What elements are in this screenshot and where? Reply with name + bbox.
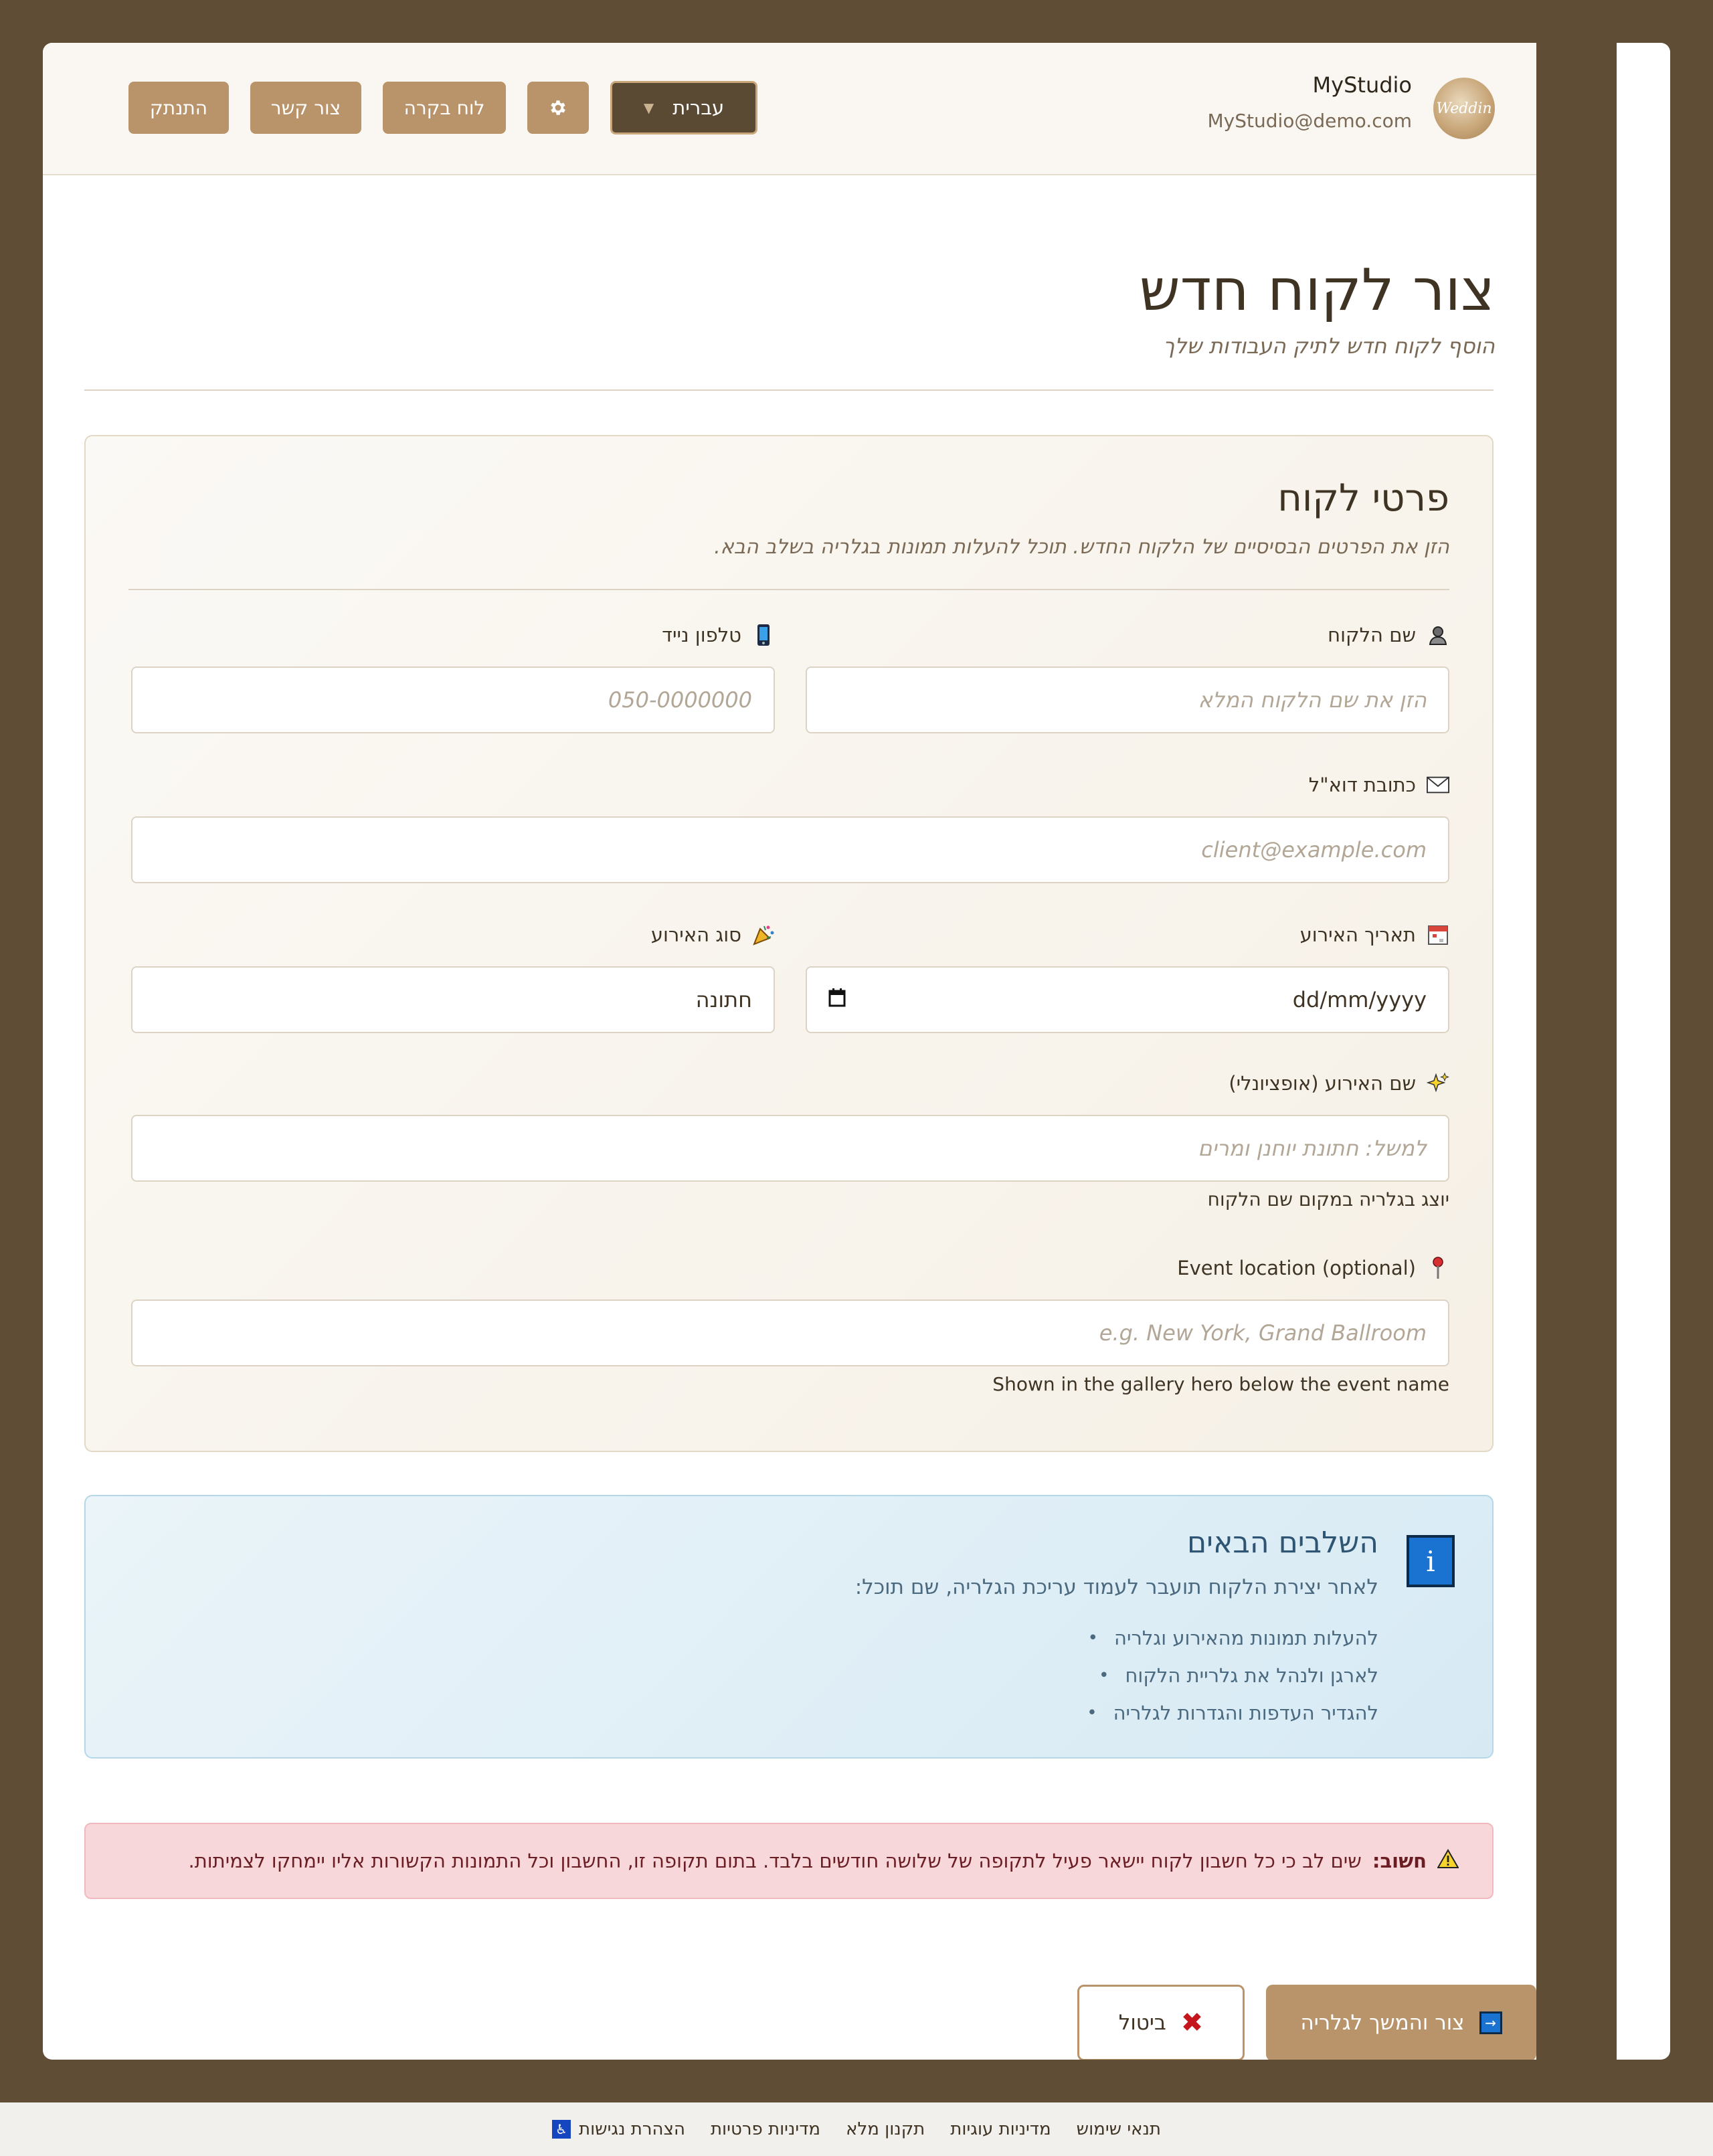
contact-button[interactable]: צור קשר bbox=[250, 82, 361, 134]
warning-alert bbox=[84, 1823, 1494, 1899]
studio-name: MyStudio bbox=[1312, 72, 1412, 98]
event-name-label bbox=[1229, 1072, 1449, 1095]
dashboard-button[interactable]: לוח בקרה bbox=[383, 82, 506, 134]
phone-input[interactable] bbox=[131, 666, 775, 733]
event-name-help: יוצג בגלריה במקום שם הלקוח bbox=[1207, 1188, 1449, 1210]
avatar[interactable] bbox=[1433, 78, 1495, 139]
map-pin-icon bbox=[1427, 1257, 1449, 1279]
footer-link-privacy[interactable]: מדיניות פרטיות bbox=[710, 2119, 821, 2139]
phone-label bbox=[662, 624, 775, 646]
sparkles-icon bbox=[1427, 1072, 1449, 1095]
event-name-input[interactable] bbox=[131, 1115, 1449, 1182]
event-type-label-text: סוג האירוע bbox=[650, 923, 741, 946]
list-item: לארגן ולנהל את גלריית הלקוח • bbox=[1087, 1657, 1378, 1694]
envelope-icon bbox=[1427, 774, 1449, 796]
divider bbox=[84, 389, 1494, 391]
close-icon: ✖ bbox=[1180, 2007, 1204, 2038]
main-content bbox=[43, 43, 1536, 2060]
phone-label-text: טלפון נייד bbox=[662, 624, 741, 646]
email-placeholder: client@example.com bbox=[1201, 837, 1427, 863]
list-item: להגדיר העדפות והגדרות לגלריה • bbox=[1087, 1694, 1378, 1732]
avatar-text: Weddin bbox=[1436, 100, 1492, 117]
mobile-phone-icon bbox=[752, 624, 775, 646]
client-name-input[interactable] bbox=[806, 666, 1449, 733]
footer bbox=[0, 2102, 1713, 2156]
event-location-help: Shown in the gallery hero below the event name bbox=[992, 1373, 1449, 1395]
accessibility-label: הצהרת נגישות bbox=[579, 2119, 685, 2139]
phone-placeholder: 050-0000000 bbox=[608, 687, 752, 713]
list-item: להעלות תמונות מהאירוע וגלריה • bbox=[1087, 1619, 1378, 1657]
accessibility-icon: ♿ bbox=[552, 2120, 571, 2139]
language-label: עברית bbox=[672, 96, 725, 119]
event-location-label-text: Event location (optional) bbox=[1177, 1257, 1416, 1279]
client-name-placeholder: הזן את שם הלקוח המלא bbox=[1198, 687, 1427, 713]
event-date-label-text: תאריך האירוע bbox=[1299, 923, 1416, 946]
gear-icon bbox=[548, 98, 568, 118]
panel-subtitle: הזן את הפרטים הבסיסיים של הלקוח החדש. תוכל להעלות תמונות בגלריה בשלב הבא. bbox=[714, 535, 1449, 559]
footer-link-cookies[interactable]: מדיניות עוגיות bbox=[950, 2119, 1051, 2139]
event-type-select[interactable] bbox=[131, 966, 775, 1033]
event-name-label-text: שם האירוע (אופציונלי) bbox=[1229, 1072, 1416, 1095]
event-location-label bbox=[1177, 1257, 1449, 1279]
cancel-button[interactable] bbox=[1077, 1985, 1245, 2060]
page-title: צור לקוח חדש bbox=[1139, 257, 1495, 324]
event-type-label bbox=[651, 923, 775, 946]
logout-button[interactable]: התנתק bbox=[128, 82, 229, 134]
next-steps-list bbox=[1087, 1619, 1378, 1732]
person-icon bbox=[1427, 624, 1449, 646]
email-input[interactable] bbox=[131, 816, 1449, 883]
warning-strong: חשוב: bbox=[1372, 1850, 1427, 1872]
header bbox=[43, 43, 1536, 175]
event-date-label bbox=[1300, 923, 1449, 946]
next-steps-box bbox=[84, 1495, 1494, 1759]
client-name-label bbox=[1328, 624, 1449, 646]
footer-link-regulations[interactable]: תקנון מלא bbox=[846, 2119, 925, 2139]
next-steps-title: השלבים הבאים bbox=[1186, 1526, 1378, 1560]
footer-link-accessibility[interactable] bbox=[552, 2119, 685, 2139]
footer-link-terms[interactable]: תנאי שימוש bbox=[1076, 2119, 1162, 2139]
party-popper-icon bbox=[752, 923, 775, 946]
event-type-value: חתונה bbox=[695, 987, 752, 1012]
main-card bbox=[43, 43, 1670, 2060]
create-and-continue-button[interactable] bbox=[1266, 1985, 1536, 2060]
client-name-label-text: שם הלקוח bbox=[1328, 624, 1416, 646]
event-date-value: dd/mm/yyyy bbox=[1292, 987, 1427, 1012]
client-details-panel bbox=[84, 435, 1494, 1452]
event-location-input[interactable] bbox=[131, 1299, 1449, 1366]
event-date-input[interactable] bbox=[806, 966, 1449, 1033]
panel-title: פרטי לקוח bbox=[1277, 476, 1449, 520]
cancel-button-label: ביטול bbox=[1118, 2011, 1166, 2035]
create-button-label: צור והמשך לגלריה bbox=[1300, 2011, 1465, 2035]
next-steps-text: לאחר יצירת הלקוח תועבר לעמוד עריכת הגלריה, שם תוכל: bbox=[854, 1575, 1378, 1599]
language-select[interactable] bbox=[610, 81, 757, 134]
divider bbox=[128, 589, 1449, 590]
calendar-icon bbox=[1427, 923, 1449, 946]
side-strip bbox=[1536, 43, 1617, 2060]
studio-email: MyStudio@demo.com bbox=[1207, 110, 1412, 132]
chevron-down-icon: ▼ bbox=[643, 100, 654, 116]
warning-text: שים לב כי כל חשבון לקוח יישאר פעיל לתקופה של שלושה חודשים בלבד. בתום תקופה זו, החשבון וכל התמונות הקשורות אליו יימחקו לצמיתות. bbox=[188, 1850, 1362, 1872]
event-location-placeholder: e.g. New York, Grand Ballroom bbox=[1099, 1320, 1427, 1346]
email-label bbox=[1309, 774, 1449, 796]
settings-button[interactable] bbox=[527, 82, 589, 134]
page-subtitle: הוסף לקוח חדש לתיק העבודות שלך bbox=[1163, 333, 1495, 359]
warning-icon bbox=[1437, 1849, 1459, 1874]
arrow-right-icon: → bbox=[1479, 2011, 1502, 2034]
event-name-placeholder: למשל: חתונת יוחנן ומרים bbox=[1198, 1136, 1427, 1161]
info-icon: i bbox=[1407, 1535, 1455, 1587]
email-label-text: כתובת דוא"ל bbox=[1308, 774, 1416, 796]
calendar-picker-icon[interactable] bbox=[828, 987, 846, 1012]
